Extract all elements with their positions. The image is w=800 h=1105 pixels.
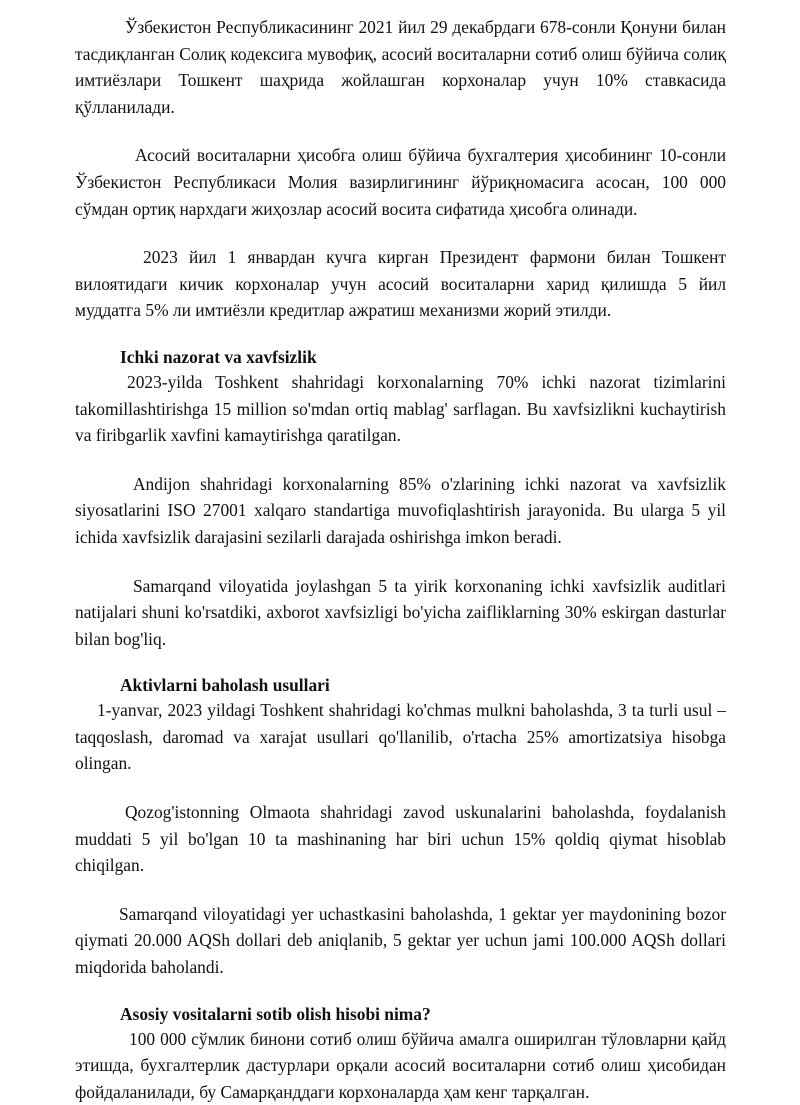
heading-internal-control: Ichki nazorat va xavfsizlik <box>120 346 317 367</box>
paragraph-tashkent-control: 2023-yilda Toshkent shahridagi korxonalarning 70% ichki nazorat tizimlarini takomillashtirishga 15 million so'mdan ortiq mablag' sarflagan. Bu xavfsizlikni kuchaytirish va firibgarlik xavfini kamaytirishga qaratilgan. <box>75 371 726 446</box>
paragraph-real-estate-valuation: 1-yanvar, 2023 yildagi Toshkent shahridagi ko'chmas mulkni baholashda, 3 ta turli usul – taqqoslash, daromad va xarajat usullari qo'llanilib, o'rtacha 25% amortizatsiya hisobga olingan. <box>75 700 726 774</box>
paragraph-accounting-standard: Асосий воситаларни ҳисобга олиш бўйича бухгалтерия ҳисобининг 10-сонли Ўзбекистон Республикаси Молия вазирлигининг йўриқномасига асосан, 100 000 сўмдан ортиқ нархдаги жиҳозлар асосий восита сифатида ҳисобга олинади. <box>75 145 726 219</box>
heading-asset-valuation: Aktivlarni baholash usullari <box>120 675 330 696</box>
document-page <box>75 14 726 1105</box>
paragraph-tax-code: Ўзбекистон Республикасининг 2021 йил 29 декабрдаги 678-сонли Қонуни билан тасдиқланган Солиқ кодексига мувофиқ, асосий воситаларни сотиб олиш бўйича солиқ имтиёзлари Тошкент шаҳрида жойлашган корхоналар учун 10% ставкасида қўлланилади. <box>75 17 726 117</box>
paragraph-building-purchase: 100 000 сўмлик бинони сотиб олиш бўйича амалга оширилган тўловларни қайд этишда, бухгалтерлик дастурлари орқали асосий воситаларни сотиб олиш ҳисобидан фойдаланилади, бу Самарқанддаги корхоналарда ҳам кенг тарқалган. <box>75 1028 726 1102</box>
paragraph-land-valuation: Samarqand viloyatidagi yer uchastkasini baholashda, 1 gektar yer maydonining bozor qiymati 20.000 AQSh dollari deb aniqlanib, 5 gektar yer uchun jami 100.000 AQSh dollari miqdorida baholandi. <box>75 903 726 978</box>
paragraph-andijan-iso: Andijon shahridagi korxonalarning 85% o'zlarining ichki nazorat va xavfsizlik siyosatlarini ISO 27001 xalqaro standartiga muvofiqlashtirish jarayonida. Bu ularga 5 yil ichida xavfsizlik darajasini sezilarli darajada oshirishga imkon beradi. <box>75 473 726 547</box>
paragraph-samarkand-audit: Samarqand viloyatida joylashgan 5 ta yirik korxonaning ichki xavfsizlik auditlari natijalari shuni ko'rsatdiki, axborot xavfsizligi bo'yicha zaifliklarning 30% eskirgan dasturlar bilan bog'liq. <box>75 575 726 649</box>
paragraph-presidential-decree: 2023 йил 1 январдан кучга кирган Президент фармони билан Тошкент вилоятидаги кичик корхоналар учун асосий воситаларни харид қилишда 5 йил муддатга 5% ли имтиёзли кредитлар ажратиш механизми жорий этилди. <box>75 247 726 321</box>
heading-fixed-asset-purchase: Asosiy vositalarni sotib olish hisobi nima? <box>120 1003 431 1024</box>
paragraph-almaty-equipment: Qozog'istonning Olmaota shahridagi zavod uskunalarini baholashda, foydalanish muddati 5 yil bo'lgan 10 ta mashinaning har biri uchun 15% qoldiq qiymat hisoblab chiqilgan. <box>75 802 726 876</box>
